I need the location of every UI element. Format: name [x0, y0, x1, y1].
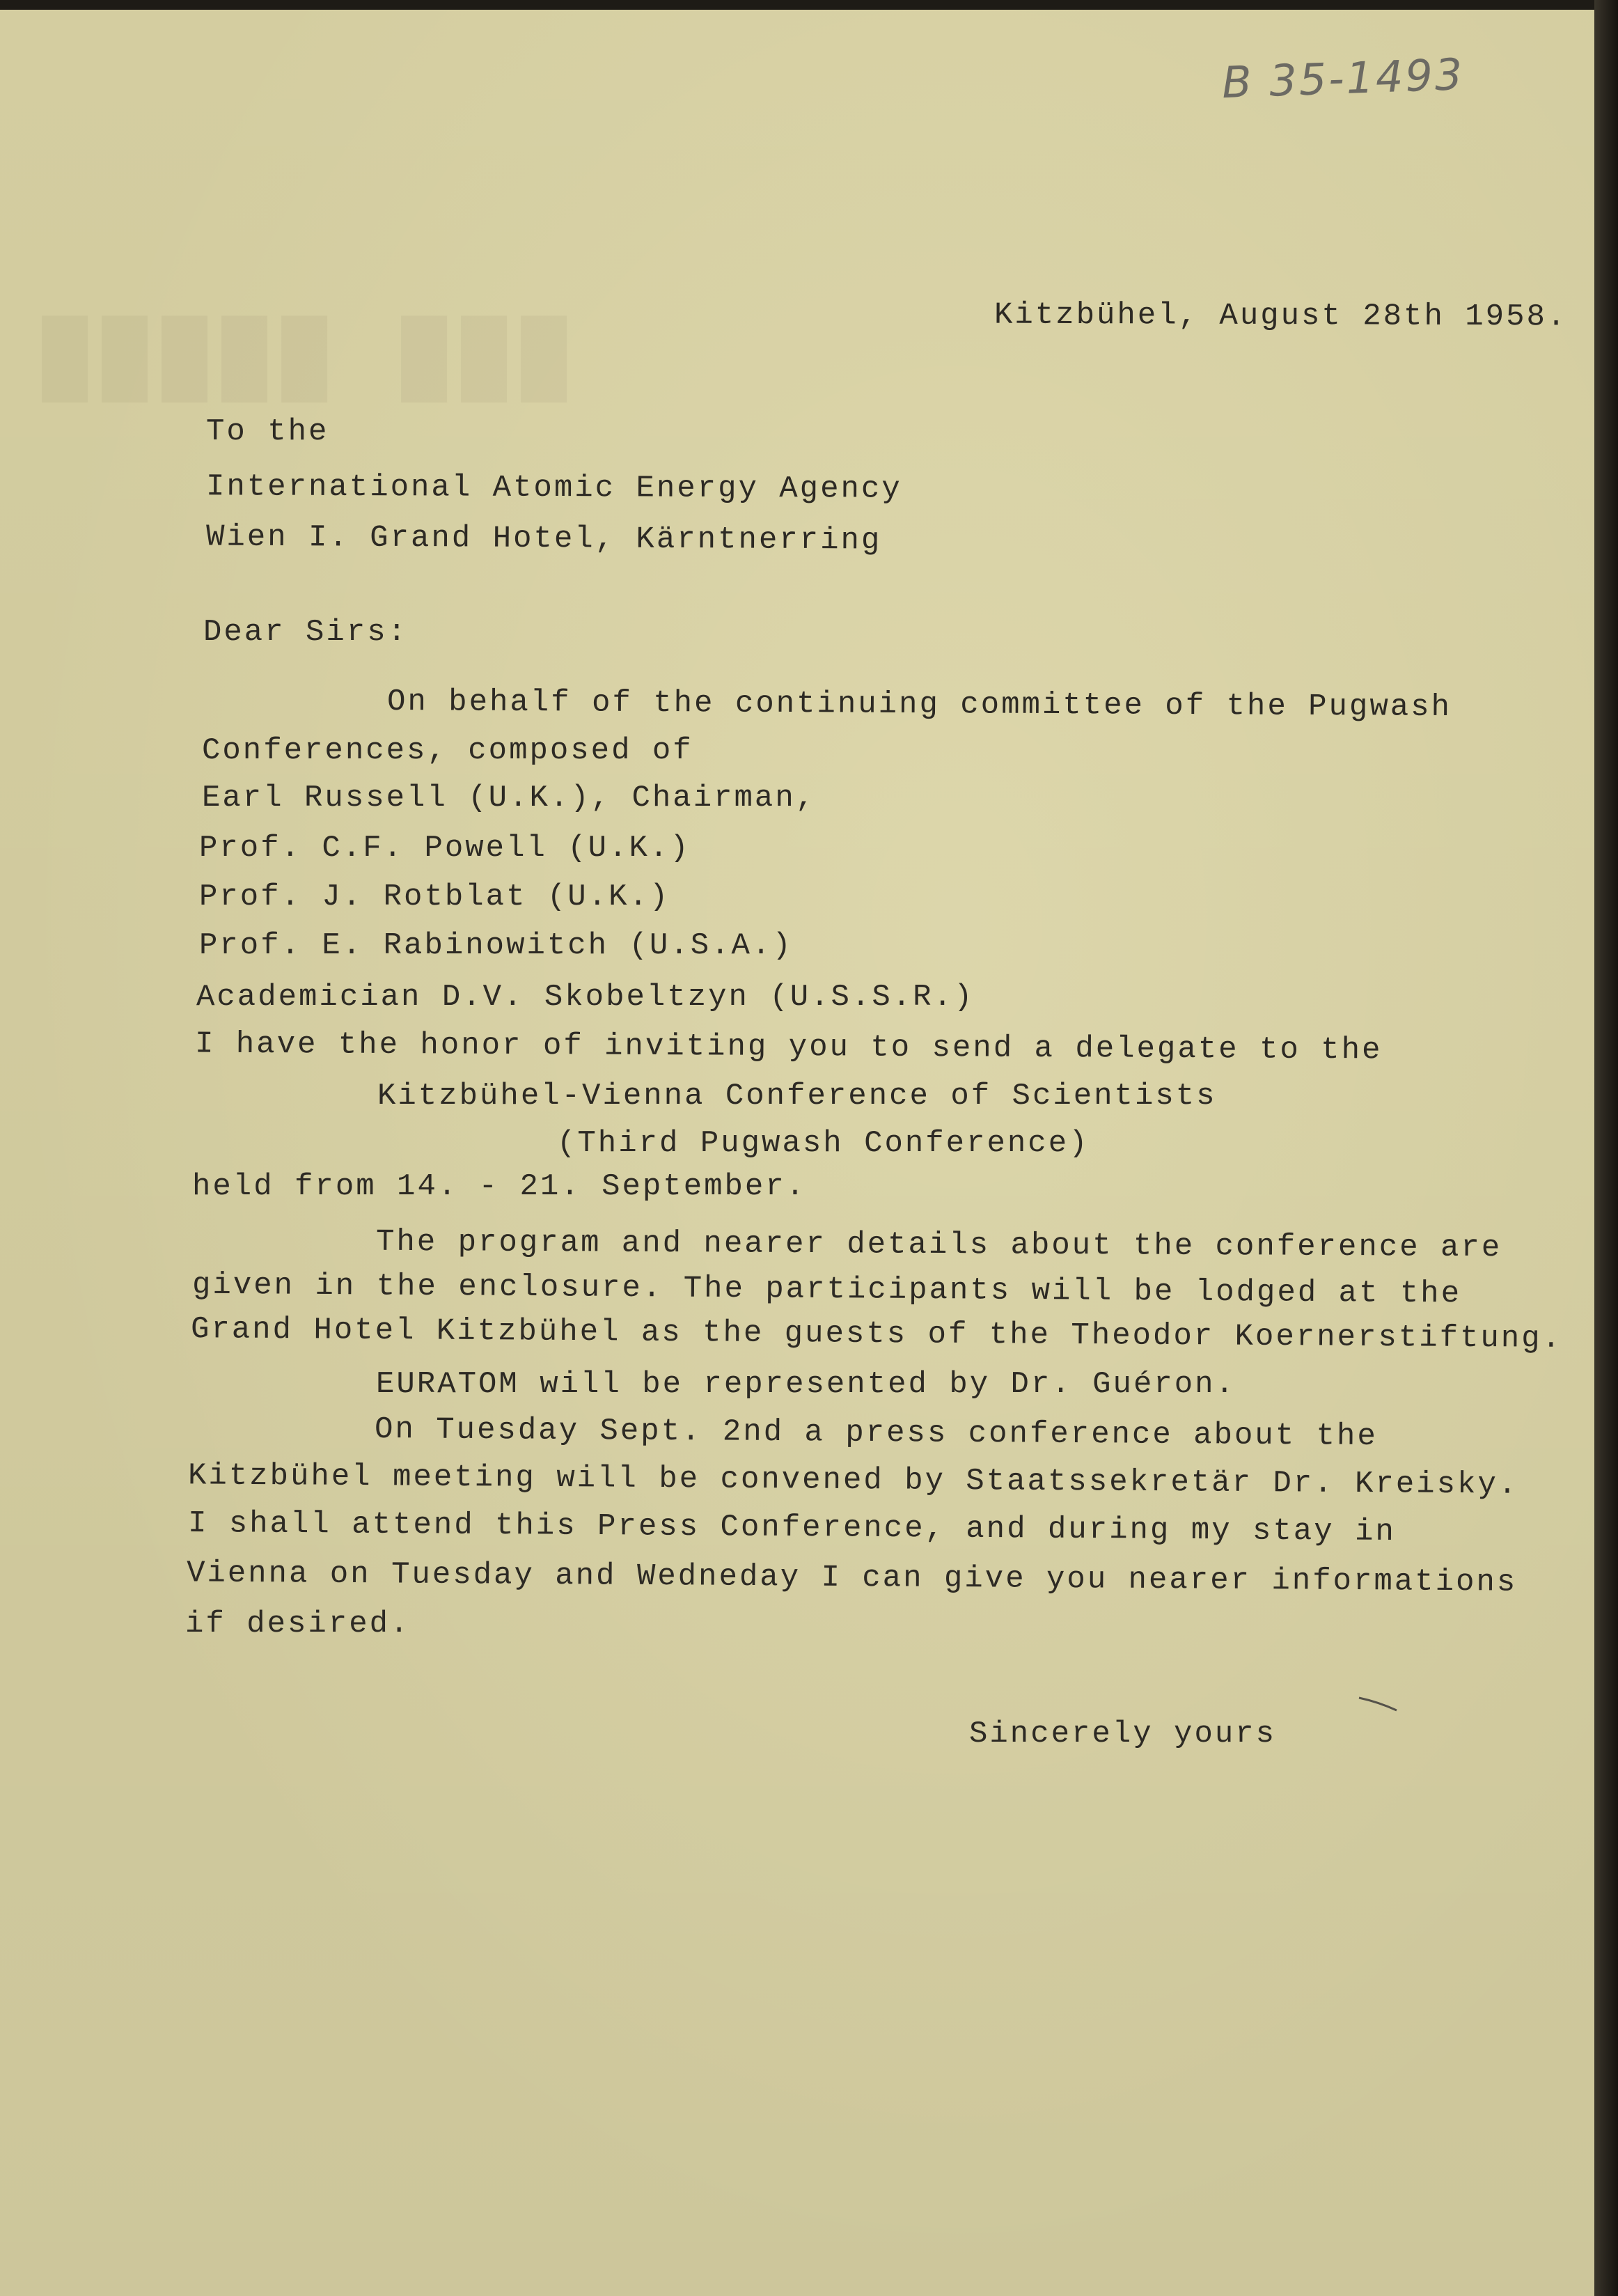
- archive-number: B 35-1493: [1220, 48, 1466, 109]
- body-line: Vienna on Tuesday and Wedneday I can give you nearer informations: [186, 1556, 1518, 1600]
- body-line: Grand Hotel Kitzbühel as the guests of the Theodor Koernerstiftung.: [190, 1312, 1563, 1357]
- body-line: Conferences, composed of: [202, 733, 693, 768]
- body-line: I have the honor of inviting you to send a delegate to the: [194, 1026, 1383, 1068]
- body-line: Prof. J. Rotblat (U.K.): [199, 880, 670, 914]
- show-through-text: ███ █████: [28, 316, 567, 403]
- body-line: given in the enclosure. The participants will be lodged at the: [191, 1267, 1462, 1312]
- body-line: held from 14. - 21. September.: [192, 1169, 807, 1204]
- body-line: I shall attend this Press Conference, and during my stay in: [187, 1506, 1397, 1550]
- body-line: if desired.: [185, 1607, 411, 1641]
- letter-page: [0, 10, 1594, 2296]
- body-line: Earl Russell (U.K.), Chairman,: [202, 781, 817, 815]
- body-line: The program and nearer details about the conference are: [375, 1224, 1502, 1266]
- body-line: (Third Pugwash Conference): [557, 1126, 1090, 1161]
- pen-mark: [1358, 1694, 1399, 1715]
- body-line: Kitzbühel-Vienna Conference of Scientists: [377, 1079, 1217, 1114]
- recipient-line: International Atomic Energy Agency: [205, 469, 902, 507]
- body-line: Prof. C.F. Powell (U.K.): [199, 831, 691, 866]
- body-line: On behalf of the continuing committee of the Pugwash: [386, 684, 1452, 726]
- body-line: On Tuesday Sept. 2nd a press conference about the: [374, 1412, 1378, 1455]
- salutation: Dear Sirs:: [203, 615, 409, 650]
- page-edge: [1594, 0, 1618, 2296]
- body-line: Prof. E. Rabinowitch (U.S.A.): [199, 928, 793, 963]
- recipient-line: Wien I. Grand Hotel, Kärntnerring: [205, 520, 882, 559]
- body-line: Academician D.V. Skobeltzyn (U.S.S.R.): [196, 980, 975, 1015]
- closing: Sincerely yours: [969, 1717, 1277, 1751]
- recipient-line: To the: [206, 414, 329, 449]
- body-line: EURATOM will be represented by Dr. Guéron.: [376, 1367, 1236, 1402]
- date-line: Kitzbühel, August 28th 1958.: [993, 297, 1568, 335]
- body-line: Kitzbühel meeting will be convened by Staatssekretär Dr. Kreisky.: [187, 1458, 1519, 1503]
